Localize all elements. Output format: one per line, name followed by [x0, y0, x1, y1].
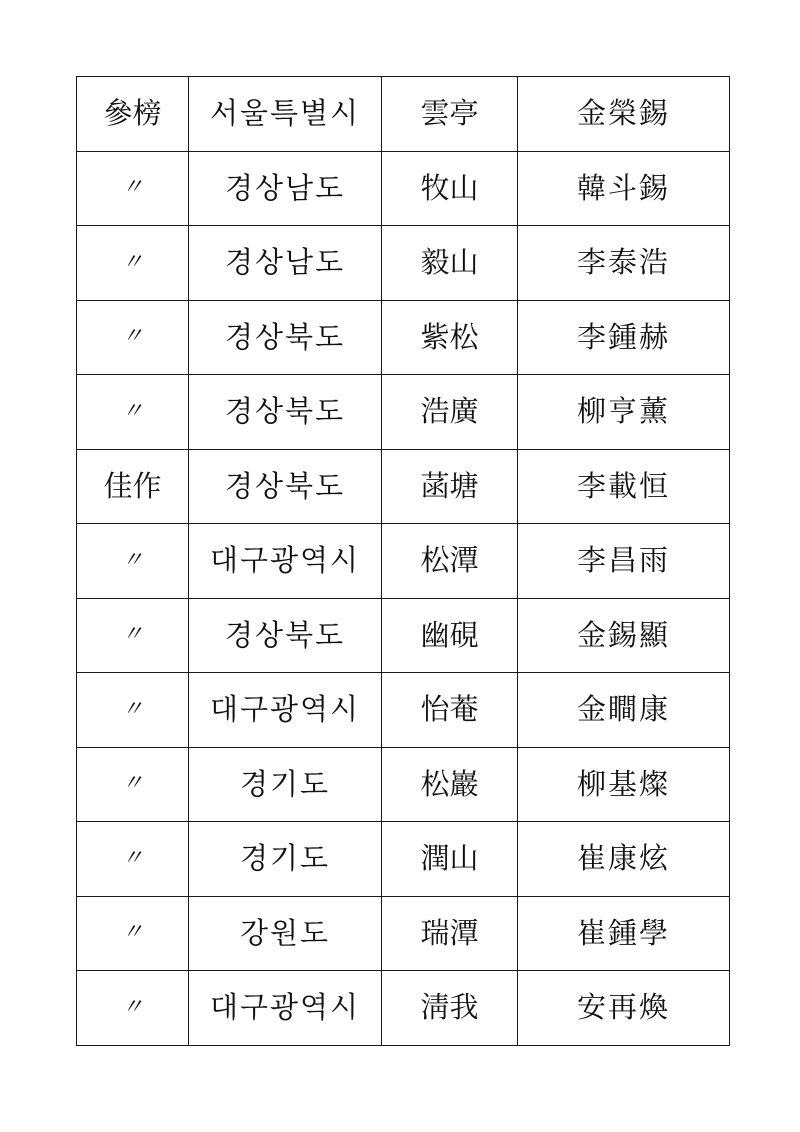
region-cell: 경상북도: [189, 598, 382, 673]
name-cell: 崔鍾學: [518, 896, 730, 971]
pen-name-cell: 淸我: [382, 971, 518, 1046]
pen-name-cell: 松潭: [382, 524, 518, 599]
region-cell: 경상북도: [189, 300, 382, 375]
region-cell: 경상북도: [189, 449, 382, 524]
table-row: [77, 77, 730, 152]
name-cell: 李昌雨: [518, 524, 730, 599]
award-grade-cell: 〃: [77, 822, 189, 897]
name-cell: 金榮錫: [518, 77, 730, 152]
name-cell: 安再煥: [518, 971, 730, 1046]
region-cell: 경상북도: [189, 375, 382, 450]
table-row: [77, 747, 730, 822]
table-row: [77, 822, 730, 897]
award-grade-cell: 〃: [77, 896, 189, 971]
pen-name-cell: 雲亭: [382, 77, 518, 152]
table-row: [77, 896, 730, 971]
region-cell: 경기도: [189, 747, 382, 822]
region-cell: 경기도: [189, 822, 382, 897]
award-grade-cell: 〃: [77, 300, 189, 375]
name-cell: 韓斗錫: [518, 151, 730, 226]
pen-name-cell: 毅山: [382, 226, 518, 301]
award-grade-cell: 〃: [77, 524, 189, 599]
award-grade-cell: 佳作: [77, 449, 189, 524]
name-cell: 金瞷康: [518, 673, 730, 748]
award-grade-cell: 〃: [77, 598, 189, 673]
name-cell: 崔康炫: [518, 822, 730, 897]
pen-name-cell: 浩廣: [382, 375, 518, 450]
pen-name-cell: 菡塘: [382, 449, 518, 524]
award-winners-body: [77, 77, 730, 1046]
pen-name-cell: 幽硯: [382, 598, 518, 673]
pen-name-cell: 潤山: [382, 822, 518, 897]
region-cell: 대구광역시: [189, 524, 382, 599]
award-grade-cell: 〃: [77, 151, 189, 226]
name-cell: 柳亨薰: [518, 375, 730, 450]
region-cell: 대구광역시: [189, 971, 382, 1046]
table-row: [77, 598, 730, 673]
award-grade-cell: 〃: [77, 673, 189, 748]
name-cell: 李鍾赫: [518, 300, 730, 375]
table-row: [77, 226, 730, 301]
table-row: [77, 151, 730, 226]
award-grade-cell: 〃: [77, 971, 189, 1046]
pen-name-cell: 怡菴: [382, 673, 518, 748]
award-grade-cell: 〃: [77, 747, 189, 822]
table-row: [77, 524, 730, 599]
table-row: [77, 673, 730, 748]
award-winners-table: [76, 76, 730, 1046]
table-row: [77, 375, 730, 450]
pen-name-cell: 牧山: [382, 151, 518, 226]
name-cell: 李泰浩: [518, 226, 730, 301]
table-row: [77, 971, 730, 1046]
region-cell: 서울특별시: [189, 77, 382, 152]
name-cell: 金錫顯: [518, 598, 730, 673]
pen-name-cell: 松巖: [382, 747, 518, 822]
award-grade-cell: 參榜: [77, 77, 189, 152]
table-row: [77, 300, 730, 375]
region-cell: 경상남도: [189, 151, 382, 226]
award-grade-cell: 〃: [77, 375, 189, 450]
name-cell: 李載恒: [518, 449, 730, 524]
pen-name-cell: 紫松: [382, 300, 518, 375]
region-cell: 강원도: [189, 896, 382, 971]
table-row: [77, 449, 730, 524]
name-cell: 柳基燦: [518, 747, 730, 822]
award-grade-cell: 〃: [77, 226, 189, 301]
region-cell: 경상남도: [189, 226, 382, 301]
pen-name-cell: 瑞潭: [382, 896, 518, 971]
region-cell: 대구광역시: [189, 673, 382, 748]
